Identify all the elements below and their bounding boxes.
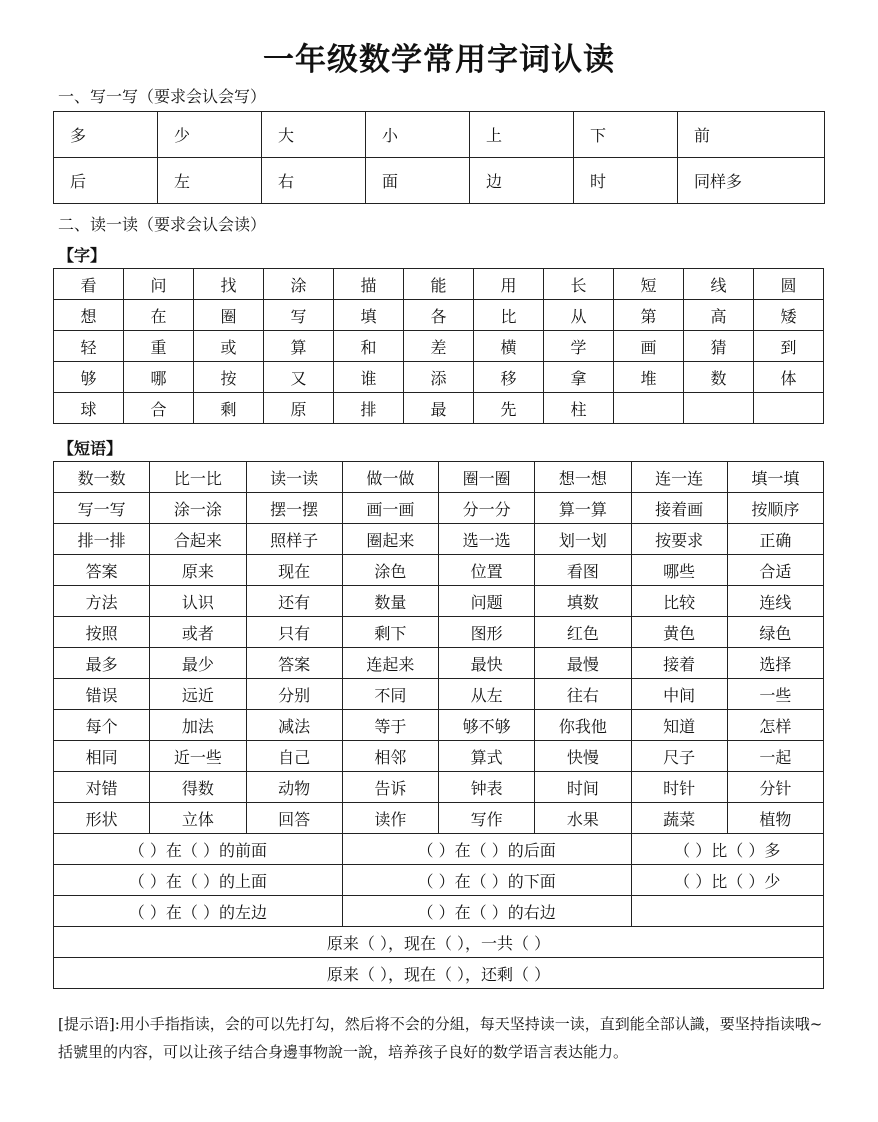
table-cell: 或 <box>194 331 264 362</box>
table-cell: 算式 <box>439 741 535 772</box>
table-cell: 植物 <box>727 803 823 834</box>
table-cell: 涂 <box>264 269 334 300</box>
table-cell: 按要求 <box>631 524 727 555</box>
table-cell: （ ）在（ ）的下面 <box>342 865 631 896</box>
table-cell: 或者 <box>150 617 246 648</box>
table-cell: 做一做 <box>342 462 438 493</box>
table-cell: 还有 <box>246 586 342 617</box>
table-cell: 不同 <box>342 679 438 710</box>
table-cell: （ ）在（ ）的后面 <box>342 834 631 865</box>
table-cell: 合起来 <box>150 524 246 555</box>
table-cell: 每个 <box>54 710 150 741</box>
table-row <box>54 772 824 803</box>
table-cell: 你我他 <box>535 710 631 741</box>
table-row <box>54 865 824 896</box>
table-row <box>54 393 824 424</box>
table-cell: 涂一涂 <box>150 493 246 524</box>
table-cell: 数一数 <box>54 462 150 493</box>
table-cell: 后 <box>54 158 158 204</box>
table-cell: 图形 <box>439 617 535 648</box>
table-cell: 最慢 <box>535 648 631 679</box>
table-cell: 连起来 <box>342 648 438 679</box>
table-cell: 看 <box>54 269 124 300</box>
table-cell: 相同 <box>54 741 150 772</box>
table-cell: （ ）在（ ）的上面 <box>54 865 343 896</box>
table-row <box>54 927 824 958</box>
table-cell: 柱 <box>544 393 614 424</box>
table-cell: 原来 <box>150 555 246 586</box>
table-cell: 得数 <box>150 772 246 803</box>
table-cell: 重 <box>124 331 194 362</box>
table-row <box>54 679 824 710</box>
table-cell: 剩 <box>194 393 264 424</box>
table-cell: 填 <box>334 300 404 331</box>
table-cell: 添 <box>404 362 474 393</box>
table-cell: 划一划 <box>535 524 631 555</box>
table-cell: 按 <box>194 362 264 393</box>
table-row <box>54 269 824 300</box>
table-cell: 到 <box>754 331 824 362</box>
table-cell: 猜 <box>684 331 754 362</box>
table-row <box>54 958 824 989</box>
table-cell: 高 <box>684 300 754 331</box>
table-row <box>54 462 824 493</box>
table-cell: 最 <box>404 393 474 424</box>
table-cell: 加法 <box>150 710 246 741</box>
phrases-label: 【短语】 <box>58 439 123 458</box>
table-cell: 哪 <box>124 362 194 393</box>
table-cell: 差 <box>404 331 474 362</box>
table-cell: 球 <box>54 393 124 424</box>
table-cell: 多 <box>54 112 158 158</box>
table-cell: 谁 <box>334 362 404 393</box>
table-row <box>54 586 824 617</box>
table-cell: 立体 <box>150 803 246 834</box>
table-cell: 按照 <box>54 617 150 648</box>
table-cell: 短 <box>614 269 684 300</box>
table-cell: 方法 <box>54 586 150 617</box>
table-row <box>54 362 824 393</box>
table-cell: 时针 <box>631 772 727 803</box>
table-cell: 第 <box>614 300 684 331</box>
table-cell: 圈一圈 <box>439 462 535 493</box>
table-cell: 知道 <box>631 710 727 741</box>
table-cell: 红色 <box>535 617 631 648</box>
table-cell: 又 <box>264 362 334 393</box>
table-cell: 在 <box>124 300 194 331</box>
table-cell: 原来（ ），现在（ ），一共（ ） <box>54 927 824 958</box>
table-row <box>54 493 824 524</box>
table-cell: 面 <box>366 158 470 204</box>
table-cell: 涂色 <box>342 555 438 586</box>
table-cell: 数量 <box>342 586 438 617</box>
table-cell: 找 <box>194 269 264 300</box>
table-cell: 画一画 <box>342 493 438 524</box>
table-cell: 比较 <box>631 586 727 617</box>
table-cell: 读一读 <box>246 462 342 493</box>
table-cell: 选一选 <box>439 524 535 555</box>
table-row <box>54 524 824 555</box>
chars-table <box>53 268 824 424</box>
table-cell: 相邻 <box>342 741 438 772</box>
table-cell: 原来（ ），现在（ ），还剩（ ） <box>54 958 824 989</box>
table-cell: 连一连 <box>631 462 727 493</box>
table-cell: （ ）在（ ）的左边 <box>54 896 343 927</box>
table-cell: 告诉 <box>342 772 438 803</box>
table-cell: 写 <box>264 300 334 331</box>
table-cell: 排 <box>334 393 404 424</box>
table-cell: 绿色 <box>727 617 823 648</box>
table-cell: 减法 <box>246 710 342 741</box>
table-row <box>54 617 824 648</box>
table-cell: （ ）在（ ）的右边 <box>342 896 631 927</box>
table-cell: 下 <box>574 112 678 158</box>
table-cell: 中间 <box>631 679 727 710</box>
table-cell: 数 <box>684 362 754 393</box>
table-cell: 右 <box>262 158 366 204</box>
table-cell: 最多 <box>54 648 150 679</box>
table-cell: 写作 <box>439 803 535 834</box>
table-cell: 合 <box>124 393 194 424</box>
table-cell: 连线 <box>727 586 823 617</box>
table-cell: 先 <box>474 393 544 424</box>
table-cell: （ ）比（ ）少 <box>631 865 824 896</box>
table-cell: 一些 <box>727 679 823 710</box>
table-cell <box>631 896 824 927</box>
table-cell: 哪些 <box>631 555 727 586</box>
table-cell: 自己 <box>246 741 342 772</box>
table-cell: 回答 <box>246 803 342 834</box>
table-cell: 填一填 <box>727 462 823 493</box>
table-cell: 线 <box>684 269 754 300</box>
table-cell: 各 <box>404 300 474 331</box>
table-cell: 堆 <box>614 362 684 393</box>
table-row <box>54 896 824 927</box>
chars-label: 【字】 <box>58 246 107 265</box>
table-cell: 只有 <box>246 617 342 648</box>
table-cell: 画 <box>614 331 684 362</box>
table-cell: 摆一摆 <box>246 493 342 524</box>
table-cell: 描 <box>334 269 404 300</box>
table-cell: （ ）在（ ）的前面 <box>54 834 343 865</box>
table-cell: 等于 <box>342 710 438 741</box>
table-cell: 选择 <box>727 648 823 679</box>
table-cell: 对错 <box>54 772 150 803</box>
table-cell: 矮 <box>754 300 824 331</box>
table-cell <box>754 393 824 424</box>
table-cell: 够 <box>54 362 124 393</box>
table-cell: 认识 <box>150 586 246 617</box>
table-cell: 现在 <box>246 555 342 586</box>
table-row <box>54 834 824 865</box>
table-cell: 写一写 <box>54 493 150 524</box>
phrases-table <box>53 461 824 989</box>
table-cell: 拿 <box>544 362 614 393</box>
table-cell: 从 <box>544 300 614 331</box>
table-cell: 排一排 <box>54 524 150 555</box>
table-cell: 远近 <box>150 679 246 710</box>
table-cell: 最少 <box>150 648 246 679</box>
table-cell: 问题 <box>439 586 535 617</box>
table-cell: 时间 <box>535 772 631 803</box>
page-title: 一年级数学常用字词认读 <box>263 42 615 78</box>
table-cell: 蔬菜 <box>631 803 727 834</box>
table-cell: （ ）比（ ）多 <box>631 834 824 865</box>
table-cell: 接着画 <box>631 493 727 524</box>
table-cell: 动物 <box>246 772 342 803</box>
table-cell: 答案 <box>246 648 342 679</box>
table-cell: 最快 <box>439 648 535 679</box>
table-cell: 分针 <box>727 772 823 803</box>
table-cell: 水果 <box>535 803 631 834</box>
table-cell: 分别 <box>246 679 342 710</box>
table-cell: 够不够 <box>439 710 535 741</box>
footer-notes <box>58 1010 828 1066</box>
table-cell: 比 <box>474 300 544 331</box>
table-cell: 一起 <box>727 741 823 772</box>
table-cell: 黄色 <box>631 617 727 648</box>
table-cell: 少 <box>158 112 262 158</box>
table-cell: 原 <box>264 393 334 424</box>
table-cell: 移 <box>474 362 544 393</box>
table-cell: 往右 <box>535 679 631 710</box>
table-cell: 圈 <box>194 300 264 331</box>
table-row <box>54 158 825 204</box>
table-cell: 小 <box>366 112 470 158</box>
table-cell <box>614 393 684 424</box>
table-row <box>54 555 824 586</box>
table-row <box>54 112 825 158</box>
table-cell: 圆 <box>754 269 824 300</box>
table-cell: 长 <box>544 269 614 300</box>
table-row <box>54 710 824 741</box>
table-cell: 钟表 <box>439 772 535 803</box>
table-cell: 圈起来 <box>342 524 438 555</box>
section-read-heading: 二、读一读（要求会认会读） <box>58 215 267 234</box>
table-cell: 学 <box>544 331 614 362</box>
table-cell: 用 <box>474 269 544 300</box>
table-cell: 合适 <box>727 555 823 586</box>
table-cell: 近一些 <box>150 741 246 772</box>
table-cell: 形状 <box>54 803 150 834</box>
section-write-heading: 一、写一写（要求会认会写） <box>58 87 267 106</box>
table-cell: 错误 <box>54 679 150 710</box>
table-cell: 想一想 <box>535 462 631 493</box>
table-cell <box>684 393 754 424</box>
table-cell: 分一分 <box>439 493 535 524</box>
write-table <box>53 111 825 204</box>
table-cell: 接着 <box>631 648 727 679</box>
footer-tip: [提示语]:用小手指指读，会的可以先打勾，然后将不会的分組，每天坚持读一读，直到能全部认識，要坚持指读哦~ <box>58 1015 823 1033</box>
table-cell: 读作 <box>342 803 438 834</box>
table-row <box>54 648 824 679</box>
table-cell: 正确 <box>727 524 823 555</box>
table-cell: 边 <box>470 158 574 204</box>
table-row <box>54 331 824 362</box>
table-cell: 同样多 <box>678 158 825 204</box>
table-cell: 大 <box>262 112 366 158</box>
table-cell: 位置 <box>439 555 535 586</box>
table-cell: 尺子 <box>631 741 727 772</box>
table-row <box>54 803 824 834</box>
table-cell: 比一比 <box>150 462 246 493</box>
table-cell: 和 <box>334 331 404 362</box>
table-cell: 剩下 <box>342 617 438 648</box>
table-row <box>54 741 824 772</box>
table-cell: 上 <box>470 112 574 158</box>
table-cell: 能 <box>404 269 474 300</box>
table-cell: 答案 <box>54 555 150 586</box>
table-cell: 前 <box>678 112 825 158</box>
table-cell: 左 <box>158 158 262 204</box>
table-cell: 横 <box>474 331 544 362</box>
table-cell: 填数 <box>535 586 631 617</box>
table-cell: 怎样 <box>727 710 823 741</box>
table-cell: 从左 <box>439 679 535 710</box>
footer-note: 括號里的内容，可以让孩子结合身邊事物說一說，培养孩子良好的数学语言表达能力。 <box>58 1043 629 1061</box>
table-cell: 时 <box>574 158 678 204</box>
table-cell: 算一算 <box>535 493 631 524</box>
table-cell: 问 <box>124 269 194 300</box>
table-cell: 看图 <box>535 555 631 586</box>
table-cell: 体 <box>754 362 824 393</box>
table-cell: 想 <box>54 300 124 331</box>
table-cell: 按顺序 <box>727 493 823 524</box>
table-cell: 照样子 <box>246 524 342 555</box>
table-row <box>54 300 824 331</box>
table-cell: 快慢 <box>535 741 631 772</box>
table-cell: 算 <box>264 331 334 362</box>
table-cell: 轻 <box>54 331 124 362</box>
